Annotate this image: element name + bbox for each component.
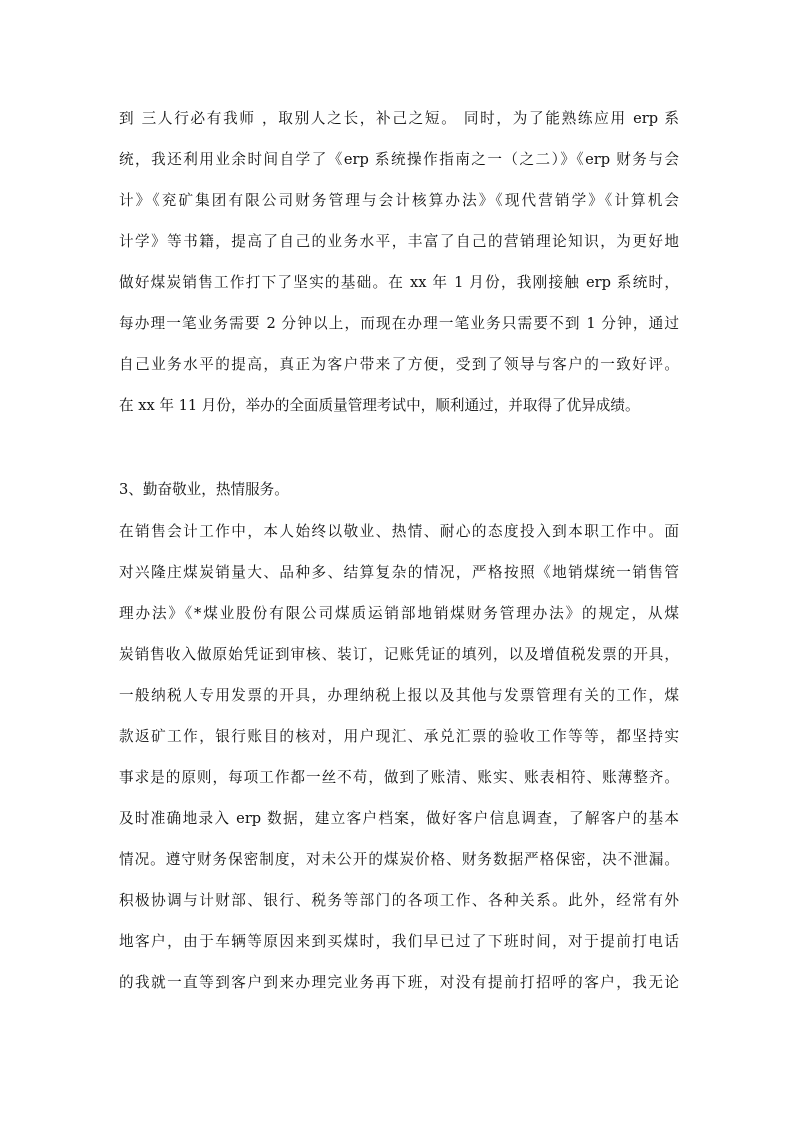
text-line: 做好煤炭销售工作打下了坚实的基础。在 xx 年 1 月份，我刚接触 erp 系统时， — [119, 274, 679, 291]
text-line: 的我就一直等到客户到来办理完业务再下班，对没有提前打招呼的客户，我无论 — [119, 974, 679, 991]
text-line: 自己业务水平的提高，真正为客户带来了方便，受到了领导与客户的一致好评。 — [119, 356, 679, 373]
text-line: 情况。遵守财务保密制度，对未公开的煤炭价格、财务数据严格保密，决不泄漏。 — [119, 851, 679, 868]
text-line: 对兴隆庄煤炭销量大、品种多、结算复杂的情况，严格按照《地销煤统一销售管 — [119, 564, 679, 581]
text-line: 一般纳税人专用发票的开具，办理纳税上报以及其他与发票管理有关的工作，煤 — [119, 687, 679, 704]
text-line: 炭销售收入做原始凭证到审核、装订，记账凭证的填列，以及增值税发票的开具， — [119, 646, 679, 663]
text-line: 计》《兖矿集团有限公司财务管理与会计核算办法》《现代营销学》《计算机会 — [119, 192, 679, 209]
text-line: 理办法》《*煤业股份有限公司煤质运销部地销煤财务管理办法》的规定，从煤 — [119, 605, 679, 622]
text-line: 地客户，由于车辆等原因来到买煤时，我们早已过了下班时间，对于提前打电话 — [119, 933, 679, 950]
text-line: 每办理一笔业务需要 2 分钟以上，而现在办理一笔业务只需要不到 1 分钟，通过 — [119, 315, 679, 332]
text-line: 到 三人行必有我师 ，取别人之长，补己之短。 同时，为了能熟练应用 erp 系 — [119, 110, 679, 127]
text-line: 积极协调与计财部、银行、税务等部门的各项工作、各种关系。此外，经常有外 — [119, 892, 679, 909]
text-line: 在销售会计工作中，本人始终以敬业、热情、耐心的态度投入到本职工作中。面 — [119, 523, 679, 540]
text-line: 及时准确地录入 erp 数据，建立客户档案，做好客户信息调查，了解客户的基本 — [119, 810, 679, 827]
text-line: 事求是的原则，每项工作都一丝不苟，做到了账清、账实、账表相符、账薄整齐。 — [119, 769, 679, 786]
section-heading: 3、勤奋敬业，热情服务。 — [119, 481, 289, 498]
text-line: 在 xx 年 11 月份，举办的全面质量管理考试中，顺利通过，并取得了优异成绩。 — [119, 397, 640, 414]
text-line: 计学》等书籍，提高了自己的业务水平，丰富了自己的营销理论知识，为更好地 — [119, 233, 679, 250]
text-line: 款返矿工作，银行账目的核对，用户现汇、承兑汇票的验收工作等等，都坚持实 — [119, 728, 679, 745]
text-line: 统，我还利用业余时间自学了《erp 系统操作指南之一（之二）》《erp 财务与会 — [119, 151, 679, 168]
